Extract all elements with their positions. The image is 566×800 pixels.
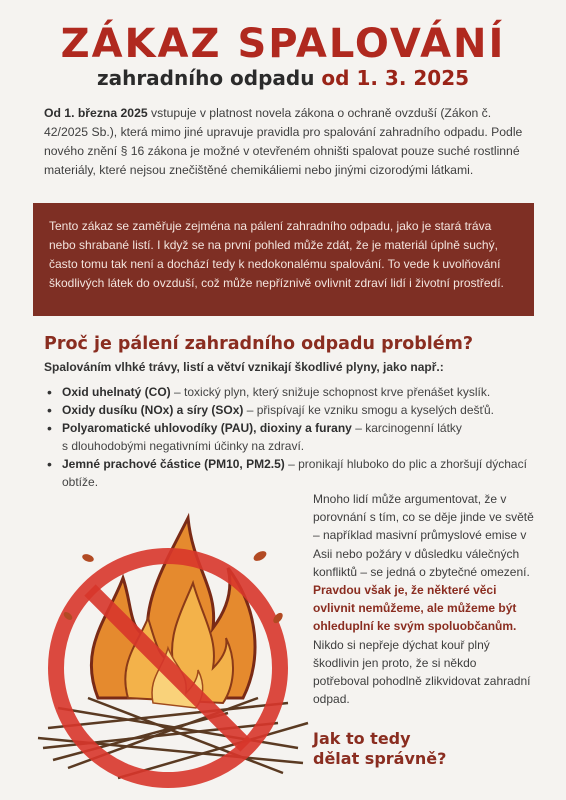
section-heading: Proč je pálení zahradního odpadu problém? <box>44 334 474 354</box>
list-item-bold: Polyaromatické uhlovodíky (PAU), dioxiny a furany <box>62 421 352 435</box>
list-item-text: – pronikají hluboko do plic a zhoršují dýchací obtíže. <box>62 457 527 489</box>
band-text: Tento zákaz se zaměřuje zejména na pálení zahradního odpadu, jako je stará tráva nebo shrabané listí. I když se na první pohled může zdát, že je materiál úplně suchý, často tomu tak není a dochází tedy k nedokonalému spalování. To vede k uvolňování škodlivých látek do ovzduší, což může nepříznivě ovlivnit zdraví lidí i životní prostředí. <box>49 219 504 290</box>
subtitle-date: od 1. 3. 2025 <box>321 66 470 90</box>
subtitle-main: zahradního odpadu <box>96 66 315 90</box>
argument-text <box>313 490 535 708</box>
list-item <box>44 455 534 491</box>
cta-line1: Jak to tedy <box>313 729 411 748</box>
page-title: ZÁKAZ SPALOVÁNÍ <box>60 21 506 67</box>
list-item <box>44 383 534 401</box>
cta-line2: dělat správně? <box>313 749 447 768</box>
bullet-icon: • <box>47 420 52 436</box>
burning-pile-prohibited-icon <box>28 498 318 788</box>
highlight-band <box>33 203 534 316</box>
intro-lead: Od 1. března 2025 <box>44 106 148 120</box>
list-item-text: – karcinogenní látky <box>351 421 462 435</box>
list-item-continuation <box>44 437 534 455</box>
list-item-text: – přispívají ke vzniku smogu a kyselých dešťů. <box>243 403 495 417</box>
intro-text: vstupuje v platnost novela zákona o ochraně ovzduší (Zákon č. 42/2025 Sb.), která mimo jiné upravuje pravidla pro spalování zahradního odpadu. Podle nového znění § 16 zákona je možné v otevřeném ohništi spalovat pouze suché rostlinné materiály, které nejsou znečištěné chemikáliemi nebo jinými cizorodými látkami. <box>44 106 523 177</box>
list-item <box>44 401 534 419</box>
bullet-icon: • <box>47 456 52 472</box>
intro-paragraph <box>44 104 524 180</box>
pollutant-list <box>44 383 534 491</box>
argument-p3: Nikdo si nepřeje dýchat kouř plný škodlivin jen proto, že si někdo potřeboval pohodlně zlikvidovat zahradní odpad. <box>313 637 531 707</box>
cta-heading <box>313 729 446 769</box>
bullet-icon: • <box>47 402 52 418</box>
list-item-text: s dlouhodobými negativními účinky na zdraví. <box>62 439 305 453</box>
list-item-bold: Oxidy dusíku (NOx) a síry (SOx) <box>62 403 244 417</box>
argument-p1: Mnoho lidí může argumentovat, že v porovnání s tím, co se děje jinde ve světě – například masivní průmyslové emise v Asii nebo požáry v důsledku válečných konfliktů – se jedná o zbytečné omezení. <box>313 492 534 579</box>
list-item-bold: Oxid uhelnatý (CO) <box>62 385 171 399</box>
argument-emphasis: Pravdou však je, že některé věci ovlivnit nemůžeme, ale můžeme být ohleduplní ke svým spoluobčanům. <box>313 583 517 634</box>
page-subtitle <box>0 66 566 90</box>
list-item-bold: Jemné prachové částice (PM10, PM2.5) <box>62 457 285 471</box>
list-item <box>44 419 534 437</box>
list-item-text: – toxický plyn, který snižuje schopnost krve přenášet kyslík. <box>170 385 491 399</box>
bullet-icon: • <box>47 384 52 400</box>
section-lead: Spalováním vlhké trávy, listí a větví vznikají škodlivé plyny, jako např.: <box>44 360 444 374</box>
